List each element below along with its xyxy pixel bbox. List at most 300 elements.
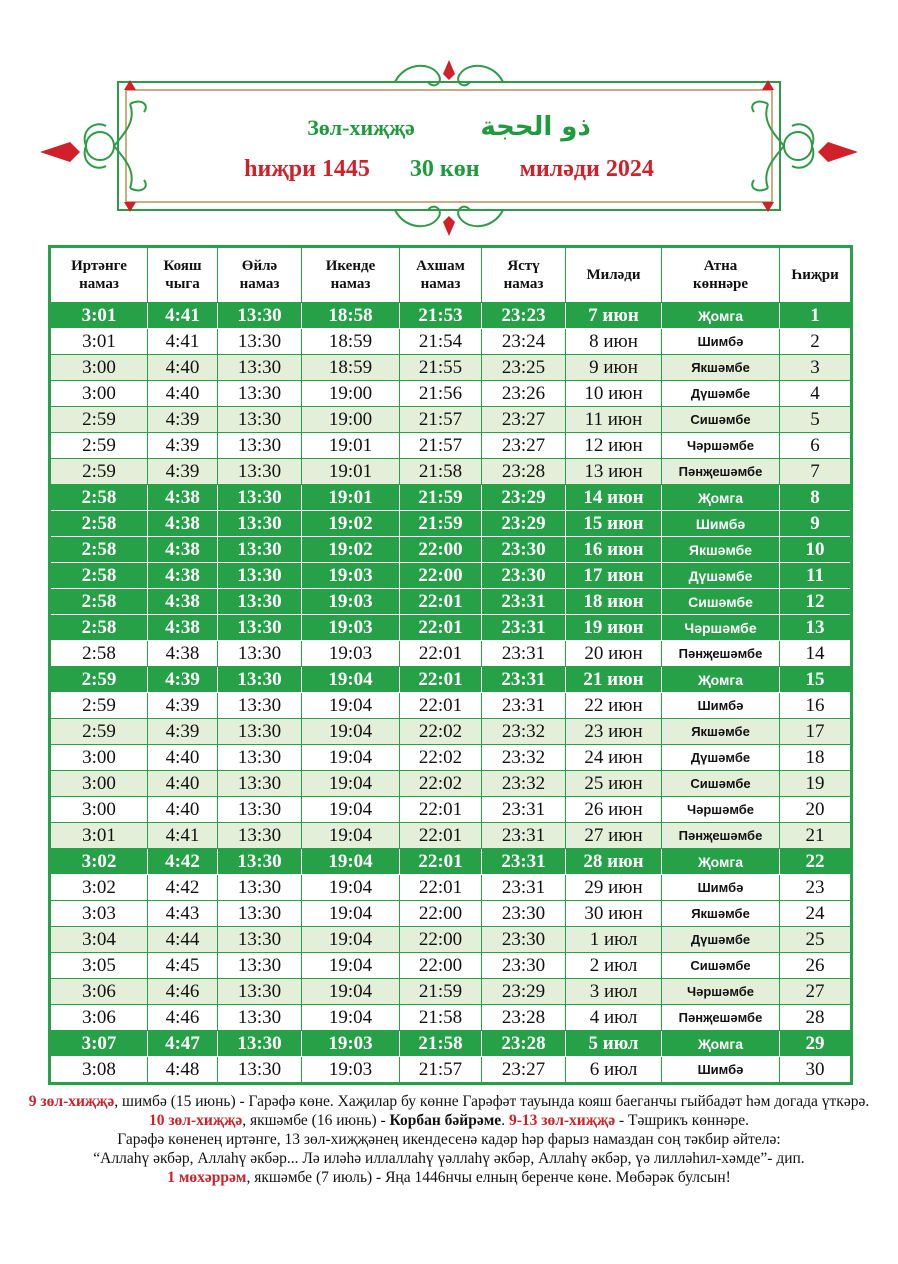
table-cell: 4 [780, 381, 852, 407]
table-cell: 13:30 [218, 407, 302, 433]
table-cell: 13:30 [218, 303, 302, 329]
table-cell: 4:38 [148, 511, 218, 537]
table-cell: 23:31 [482, 797, 566, 823]
column-header-line: намаз [503, 276, 544, 292]
table-cell: 11 [780, 563, 852, 589]
note-new-year-text: , якшәмбе (7 июль) - Яңа 1446нчы елның беренче көне. Мөбәрәк булсын! [246, 1169, 731, 1186]
table-cell: 23:31 [482, 693, 566, 719]
note-eid-name: Корбан бәйрәме [389, 1112, 502, 1129]
table-cell: 29 [780, 1031, 852, 1057]
table-cell: 15 июн [566, 511, 662, 537]
table-cell: Сишәмбе [662, 589, 780, 615]
table-cell: 22:00 [400, 563, 482, 589]
table-cell: 23:27 [482, 1057, 566, 1084]
table-cell: 7 июн [566, 303, 662, 329]
table-row [50, 537, 852, 563]
table-row [50, 615, 852, 641]
table-cell: 18:59 [302, 355, 400, 381]
table-cell: 12 [780, 589, 852, 615]
table-cell: 19:03 [302, 1057, 400, 1084]
table-row [50, 589, 852, 615]
note-takbir-text: “Аллаһү әкбәр, Аллаһү әкбәр... Лә иләһә иллаллаһү үәллаһү әкбәр, Аллаһү әкбәр, үә лилләһил-хәмде”- дип. [93, 1150, 805, 1167]
table-cell: 25 [780, 927, 852, 953]
table-cell: Җомга [662, 849, 780, 875]
table-cell: 4:41 [148, 823, 218, 849]
days-count: 30 көн [409, 156, 480, 182]
note-arafah [20, 1092, 878, 1111]
table-row [50, 459, 852, 485]
table-cell: 19:03 [302, 615, 400, 641]
table-cell: 10 июн [566, 381, 662, 407]
table-row [50, 953, 852, 979]
table-row [50, 823, 852, 849]
table-cell: 28 [780, 1005, 852, 1031]
table-cell: 13 [780, 615, 852, 641]
table-cell: 21:56 [400, 381, 482, 407]
table-cell: 4:45 [148, 953, 218, 979]
table-cell: 3:00 [50, 771, 148, 797]
table-cell: 23:30 [482, 953, 566, 979]
table-cell: 19:04 [302, 797, 400, 823]
table-cell: 23:28 [482, 1005, 566, 1031]
table-cell: 21:55 [400, 355, 482, 381]
table-cell: 19:04 [302, 1005, 400, 1031]
table-cell: 4:38 [148, 615, 218, 641]
table-row [50, 745, 852, 771]
table-cell: Дүшәмбе [662, 563, 780, 589]
table-cell: 14 [780, 641, 852, 667]
table-cell: 3:08 [50, 1057, 148, 1084]
table-cell: 3 [780, 355, 852, 381]
table-cell: 26 [780, 953, 852, 979]
table-cell: 21:58 [400, 1031, 482, 1057]
table-cell: 13:30 [218, 745, 302, 771]
table-cell: 2:58 [50, 563, 148, 589]
table-cell: 2:59 [50, 667, 148, 693]
table-cell: 20 [780, 797, 852, 823]
table-cell: 3:02 [50, 849, 148, 875]
note-arafah-date: 9 зөл-хиҗҗә [28, 1093, 115, 1110]
table-cell: 3:00 [50, 381, 148, 407]
table-cell: 16 июн [566, 537, 662, 563]
note-arafah-text: , шимбә (15 июнь) - Гарәфә көне. Хаҗилар бу көнне Гарәфәт тауында кояш баеганчы гыйбадәт һәм догада үткәрә. [114, 1093, 870, 1110]
table-cell: 23:31 [482, 589, 566, 615]
table-cell: 13:30 [218, 849, 302, 875]
note-eid [20, 1111, 878, 1130]
table-cell: Җомга [662, 485, 780, 511]
table-cell: 23:30 [482, 537, 566, 563]
table-row [50, 433, 852, 459]
table-cell: 22:00 [400, 927, 482, 953]
table-cell: 22:01 [400, 589, 482, 615]
table-cell: 13:30 [218, 979, 302, 1005]
table-cell: 19:01 [302, 459, 400, 485]
table-cell: 13:30 [218, 511, 302, 537]
table-cell: 13:30 [218, 693, 302, 719]
table-cell: 19:04 [302, 927, 400, 953]
table-cell: 4:39 [148, 433, 218, 459]
table-cell: 19:04 [302, 745, 400, 771]
table-cell: Шимбә [662, 511, 780, 537]
table-cell: 2 [780, 329, 852, 355]
table-cell: 4:48 [148, 1057, 218, 1084]
table-cell: 4:39 [148, 667, 218, 693]
table-cell: 19:01 [302, 485, 400, 511]
table-cell: 13:30 [218, 459, 302, 485]
table-cell: 23:31 [482, 615, 566, 641]
table-cell: 13:30 [218, 615, 302, 641]
table-cell: 18:59 [302, 329, 400, 355]
table-cell: 13:30 [218, 1057, 302, 1084]
table-cell: 2:58 [50, 537, 148, 563]
table-cell: Пәнҗешәмбе [662, 1005, 780, 1031]
table-cell: 22:01 [400, 823, 482, 849]
table-cell: 13:30 [218, 485, 302, 511]
table-cell: 19:00 [302, 381, 400, 407]
column-header-line: намаз [330, 276, 371, 292]
table-cell: 13 июн [566, 459, 662, 485]
table-cell: 4:40 [148, 355, 218, 381]
note-new-year [20, 1168, 878, 1187]
table-cell: 23:31 [482, 849, 566, 875]
column-header [302, 247, 400, 303]
note-tashriq-dates: 9-13 зөл-хиҗҗә [508, 1112, 616, 1129]
table-cell: 15 [780, 667, 852, 693]
table-cell: 23:23 [482, 303, 566, 329]
column-header [218, 247, 302, 303]
table-cell: 23:28 [482, 1031, 566, 1057]
table-cell: Сишәмбе [662, 953, 780, 979]
table-cell: 21:53 [400, 303, 482, 329]
table-cell: 17 [780, 719, 852, 745]
table-cell: 4:40 [148, 771, 218, 797]
table-cell: 21:59 [400, 485, 482, 511]
table-cell: 19:04 [302, 875, 400, 901]
table-cell: 26 июн [566, 797, 662, 823]
table-cell: 3:05 [50, 953, 148, 979]
table-row [50, 355, 852, 381]
table-cell: 21:58 [400, 459, 482, 485]
column-header [662, 247, 780, 303]
table-cell: 4:38 [148, 641, 218, 667]
column-header-line: чыга [165, 276, 200, 292]
month-name-arabic: ذو الحجة [480, 112, 591, 142]
table-cell: 22:00 [400, 901, 482, 927]
table-cell: 13:30 [218, 381, 302, 407]
column-header-line: Ястү [507, 258, 540, 274]
month-title [40, 112, 858, 142]
column-header-line: намаз [239, 276, 280, 292]
table-cell: Пәнҗешәмбе [662, 823, 780, 849]
table-cell: 13:30 [218, 1005, 302, 1031]
table-row [50, 1005, 852, 1031]
table-cell: 2:58 [50, 589, 148, 615]
table-cell: 13:30 [218, 927, 302, 953]
table-cell: Дүшәмбе [662, 927, 780, 953]
table-cell: 3:07 [50, 1031, 148, 1057]
table-row [50, 407, 852, 433]
table-cell: 3:01 [50, 823, 148, 849]
table-cell: 19 [780, 771, 852, 797]
table-cell: 19:04 [302, 953, 400, 979]
table-cell: 28 июн [566, 849, 662, 875]
column-header-line: Иртәнге [71, 258, 127, 274]
table-row [50, 797, 852, 823]
table-row [50, 1031, 852, 1057]
table-cell: 4:38 [148, 563, 218, 589]
column-header-line: көннәре [692, 276, 749, 292]
table-cell: 13:30 [218, 355, 302, 381]
table-cell: 13:30 [218, 589, 302, 615]
table-cell: 3 июл [566, 979, 662, 1005]
table-cell: Якшәмбе [662, 901, 780, 927]
table-cell: Пәнҗешәмбе [662, 641, 780, 667]
table-cell: 2:58 [50, 615, 148, 641]
note-tashriq-text: - Тәшрикъ көннәре. [615, 1112, 750, 1129]
table-cell: 23:27 [482, 407, 566, 433]
table-cell: 4:47 [148, 1031, 218, 1057]
table-cell: 19:03 [302, 641, 400, 667]
table-cell: Җомга [662, 667, 780, 693]
table-cell: 23:30 [482, 563, 566, 589]
table-cell: 2:58 [50, 485, 148, 511]
table-cell: 3:00 [50, 355, 148, 381]
table-cell: 22 июн [566, 693, 662, 719]
table-cell: Шимбә [662, 693, 780, 719]
ornamental-frame-icon [40, 60, 858, 250]
table-cell: 30 июн [566, 901, 662, 927]
table-cell: Сишәмбе [662, 771, 780, 797]
table-cell: 6 июл [566, 1057, 662, 1084]
table-cell: 22:01 [400, 615, 482, 641]
table-cell: 13:30 [218, 563, 302, 589]
table-cell: 19 июн [566, 615, 662, 641]
table-cell: 23:31 [482, 667, 566, 693]
table-cell: 22:01 [400, 849, 482, 875]
table-cell: 9 [780, 511, 852, 537]
table-cell: 10 [780, 537, 852, 563]
table-cell: 4:38 [148, 485, 218, 511]
table-cell: Дүшәмбе [662, 745, 780, 771]
table-cell: 13:30 [218, 719, 302, 745]
table-cell: 3:00 [50, 745, 148, 771]
note-new-year-date: 1 мөхәррәм [167, 1169, 247, 1186]
column-header-line: намаз [420, 276, 461, 292]
table-cell: Шимбә [662, 1057, 780, 1084]
table-cell: 3:02 [50, 875, 148, 901]
table-row [50, 849, 852, 875]
table-cell: 14 июн [566, 485, 662, 511]
table-row [50, 693, 852, 719]
table-row [50, 511, 852, 537]
table-cell: 2:58 [50, 511, 148, 537]
table-cell: Дүшәмбе [662, 381, 780, 407]
table-cell: 4:40 [148, 797, 218, 823]
notes-section [20, 1092, 878, 1187]
column-header-line: Атна [703, 258, 738, 274]
column-header [780, 247, 852, 303]
table-cell: 22:01 [400, 693, 482, 719]
table-row [50, 563, 852, 589]
column-header-line: Һиҗри [791, 267, 839, 283]
table-cell: Якшәмбе [662, 719, 780, 745]
table-cell: 13:30 [218, 953, 302, 979]
note-eid-mid: , якшәмбе (16 июнь) - [242, 1112, 390, 1129]
table-cell: 4:38 [148, 537, 218, 563]
table-cell: 19:02 [302, 511, 400, 537]
table-cell: 21:58 [400, 1005, 482, 1031]
table-cell: 4:40 [148, 745, 218, 771]
table-cell: 19:04 [302, 823, 400, 849]
table-cell: 23:26 [482, 381, 566, 407]
table-row [50, 485, 852, 511]
table-cell: 18 [780, 745, 852, 771]
table-cell: 19:04 [302, 667, 400, 693]
table-cell: 4:39 [148, 693, 218, 719]
table-cell: 21:59 [400, 979, 482, 1005]
table-cell: 4:42 [148, 875, 218, 901]
table-cell: 19:04 [302, 693, 400, 719]
table-cell: 13:30 [218, 875, 302, 901]
table-row [50, 381, 852, 407]
table-cell: 11 июн [566, 407, 662, 433]
table-cell: 4:39 [148, 459, 218, 485]
table-cell: 2:59 [50, 693, 148, 719]
column-header-line: Ахшам [416, 258, 465, 274]
table-cell: 22:00 [400, 537, 482, 563]
table-cell: 23:30 [482, 901, 566, 927]
table-cell: 2:59 [50, 433, 148, 459]
table-cell: 13:30 [218, 537, 302, 563]
hijri-year: һиҗри 1445 [244, 156, 370, 182]
table-body [50, 303, 852, 1084]
table-cell: 21:54 [400, 329, 482, 355]
table-cell: 13:30 [218, 641, 302, 667]
table-cell: 4 июл [566, 1005, 662, 1031]
table-cell: Шимбә [662, 875, 780, 901]
table-cell: 22:01 [400, 641, 482, 667]
table-cell: 5 июл [566, 1031, 662, 1057]
table-cell: 27 июн [566, 823, 662, 849]
table-cell: 23:31 [482, 641, 566, 667]
table-cell: Якшәмбе [662, 537, 780, 563]
column-header [400, 247, 482, 303]
table-cell: 19:03 [302, 563, 400, 589]
table-cell: 12 июн [566, 433, 662, 459]
table-cell: 23:31 [482, 875, 566, 901]
column-header-line: Кояш [163, 258, 202, 274]
table-cell: 25 июн [566, 771, 662, 797]
table-cell: 22:02 [400, 719, 482, 745]
table-cell: 3:04 [50, 927, 148, 953]
table-cell: 9 июн [566, 355, 662, 381]
table-cell: 2 июл [566, 953, 662, 979]
table-cell: 3:06 [50, 1005, 148, 1031]
table-cell: 13:30 [218, 1031, 302, 1057]
table-cell: 23:24 [482, 329, 566, 355]
table-cell: 30 [780, 1057, 852, 1084]
table-cell: 22:02 [400, 745, 482, 771]
table-cell: 23:32 [482, 771, 566, 797]
table-cell: 4:41 [148, 303, 218, 329]
table-cell: 23:29 [482, 511, 566, 537]
table-row [50, 641, 852, 667]
table-cell: 19:03 [302, 1031, 400, 1057]
table-cell: 6 [780, 433, 852, 459]
table-cell: 3:06 [50, 979, 148, 1005]
table-cell: 8 [780, 485, 852, 511]
table-row [50, 901, 852, 927]
table-row [50, 875, 852, 901]
table-row [50, 1057, 852, 1084]
table-cell: 8 июн [566, 329, 662, 355]
table-cell: 4:46 [148, 979, 218, 1005]
table-cell: 22:01 [400, 667, 482, 693]
table-row [50, 329, 852, 355]
table-cell: 23:25 [482, 355, 566, 381]
table-cell: 19:04 [302, 771, 400, 797]
table-cell: 19:04 [302, 901, 400, 927]
table-cell: Чәршәмбе [662, 433, 780, 459]
table-cell: Чәршәмбе [662, 615, 780, 641]
table-cell: Чәршәмбе [662, 979, 780, 1005]
table-row [50, 303, 852, 329]
table-cell: 2:59 [50, 459, 148, 485]
note-eid-dot: . [501, 1112, 509, 1129]
table-cell: 4:43 [148, 901, 218, 927]
table-cell: 13:30 [218, 797, 302, 823]
gregorian-year: миләди 2024 [519, 156, 654, 182]
table-cell: 13:30 [218, 433, 302, 459]
table-cell: 22:02 [400, 771, 482, 797]
table-cell: Якшәмбе [662, 355, 780, 381]
table-cell: 18:58 [302, 303, 400, 329]
table-cell: 23:30 [482, 927, 566, 953]
table-cell: 22:00 [400, 953, 482, 979]
table-cell: 22 [780, 849, 852, 875]
table-row [50, 927, 852, 953]
table-cell: 23:32 [482, 719, 566, 745]
table-cell: 7 [780, 459, 852, 485]
calendar-header [40, 60, 858, 250]
table-row [50, 979, 852, 1005]
table-cell: 23:29 [482, 979, 566, 1005]
column-header-line: Өйлә [241, 258, 278, 274]
table-cell: 4:44 [148, 927, 218, 953]
table-cell: 23:27 [482, 433, 566, 459]
table-cell: 19:01 [302, 433, 400, 459]
table-cell: 3:00 [50, 797, 148, 823]
table-cell: 24 [780, 901, 852, 927]
month-name-cyrillic: Зөл-хиҗҗә [307, 115, 415, 140]
table-cell: Шимбә [662, 329, 780, 355]
table-cell: 21:57 [400, 407, 482, 433]
table-cell: 2:59 [50, 407, 148, 433]
table-row [50, 667, 852, 693]
table-cell: 13:30 [218, 771, 302, 797]
table-cell: 4:41 [148, 329, 218, 355]
table-row [50, 771, 852, 797]
table-cell: Җомга [662, 1031, 780, 1057]
table-cell: 3:03 [50, 901, 148, 927]
table-cell: 4:38 [148, 589, 218, 615]
note-eid-date: 10 зөл-хиҗҗә [148, 1112, 243, 1129]
table-cell: 19:03 [302, 589, 400, 615]
table-cell: 19:04 [302, 719, 400, 745]
column-header [566, 247, 662, 303]
table-cell: 22:01 [400, 797, 482, 823]
table-cell: 21:57 [400, 433, 482, 459]
